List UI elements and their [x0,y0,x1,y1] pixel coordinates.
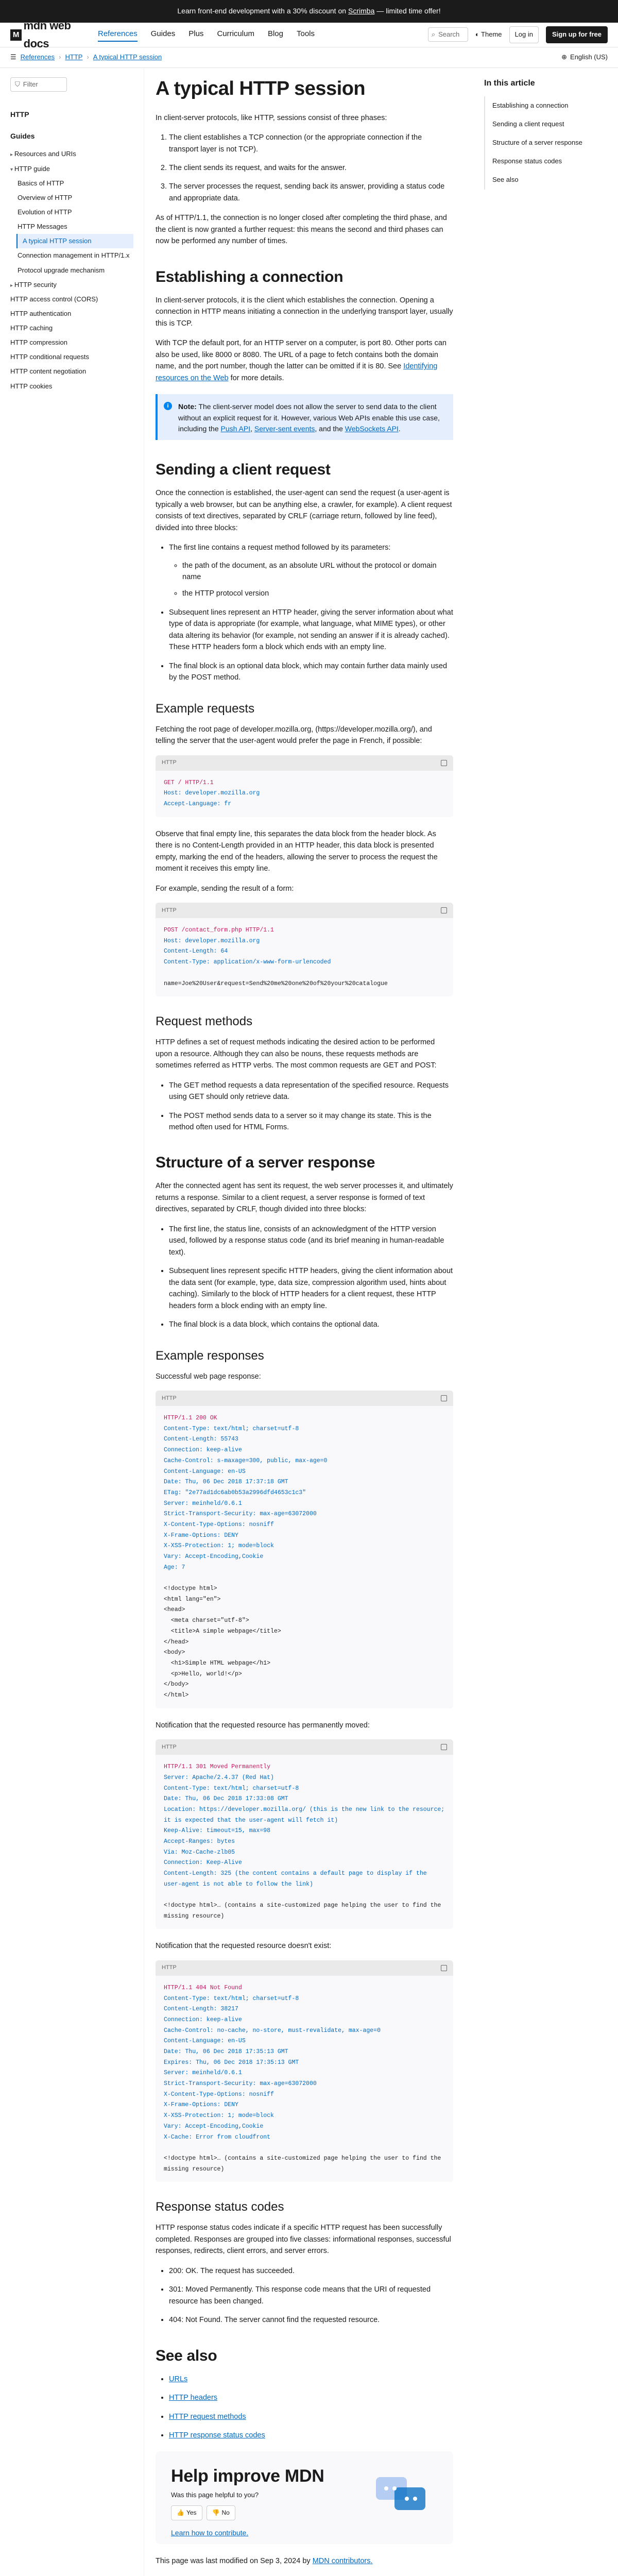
code-line: HTTP/1.1 301 Moved Permanently [164,1764,271,1771]
sidebar-item[interactable]: Evolution of HTTP [18,208,72,216]
sidebar-filter-input[interactable]: ⛉ Filter [10,77,67,92]
code-line: Content-Type: text/html; charset=utf-8 [164,1425,299,1432]
see-also-list [169,2374,453,2442]
copy-icon[interactable] [441,760,447,766]
code-content [156,1755,453,1929]
methods-list [169,1080,453,1133]
list-item [169,2392,453,2403]
sidebar-item[interactable]: HTTP content negotiation [10,367,87,376]
code-line: X-XSS-Protection: 1; mode=block [164,2112,274,2120]
code-line: HTTP/1.1 200 OK [164,1415,217,1422]
sidebar-item[interactable]: Connection management in HTTP/1.x [18,251,130,260]
code-line: Content-Language: en-US [164,1468,246,1475]
code-line: POST /contact_form.php HTTP/1.1 [164,927,274,934]
paragraph: Successful web page response: [156,1372,261,1381]
article [144,68,453,2576]
list-item [169,2430,453,2441]
code-content [156,771,453,817]
code-line: Connection: Keep-Alive [164,1859,242,1867]
code-line [164,1890,445,1901]
sidebar-item[interactable]: HTTP Messages [18,223,67,231]
list-item: ◦ the path of the document, as an absolute URL without the protocol or domain name [182,560,453,583]
sidebar-section: Guides [10,131,35,140]
list-item: • 200: OK. The request has succeeded. [169,2265,453,2277]
feedback-question: Was this page helpful to you? [171,2491,259,2499]
code-line: <!doctype html>… (contains a site-customized page helping the user to find the missing resource) [164,1902,445,1920]
globe-icon: ⊕ [561,53,568,61]
code-line: Content-Type: text/html; charset=utf-8 [164,1995,299,2002]
code-header [156,1960,453,1976]
last-modified: This page was last modified on Sep 3, 2024 by MDN contributors. [156,2557,373,2566]
code-language-label: HTTP [162,1395,177,1401]
code-line: Content-Length: 64 [164,948,228,955]
thumbs-down-icon: 👎 [212,2509,220,2517]
top-navigation [0,19,618,50]
list-item: ◦ the HTTP protocol version [182,588,453,599]
language-switcher[interactable]: ⊕ English (US) [561,52,608,62]
code-content [156,1976,453,2182]
code-line: Content-Length: 325 (the content contains a default page to display if the user-agent is not able to follow the link) [164,1870,431,1888]
menu-item-tools[interactable]: Tools [296,29,315,38]
code-line: Content-Type: text/html; charset=utf-8 [164,1785,299,1792]
code-line: <html lang="en"> [164,1596,221,1603]
list-item: • 301: Moved Permanently. This response code means that the URI of requested resource has been changed. [169,2284,453,2307]
menu-item-plus[interactable]: Plus [188,29,204,38]
code-line: </head> [164,1638,189,1646]
code-line: Keep-Alive: timeout=15, max=98 [164,1827,271,1835]
paragraph: Notification that the requested resource doesn't exist: [156,1942,332,1951]
code-line: Server: meinheld/0.6.1 [164,2070,242,2077]
code-line: Date: Thu, 06 Dec 2018 17:35:13 GMT [164,2048,288,2056]
url-reference-link[interactable]: Identifying resources on the Web [156,362,438,382]
search-icon: ⌕ [431,30,436,39]
breadcrumb: ☰ References › HTTP › A typical HTTP session [10,52,162,62]
list-item: • Subsequent lines represent specific HTTP headers, giving the client information about the data sent (for example, type, data size, compression algorithm used, hints about caching). Similarly to the block of HTTP headers for a client request, these HTTP headers form a block ending with an empty line. [169,1265,453,1312]
breadcrumb-menu-icon[interactable]: ☰ [10,53,16,61]
see-also-link[interactable]: HTTP response status codes [169,2431,265,2439]
code-line: Date: Thu, 06 Dec 2018 17:33:08 GMT [164,1795,288,1803]
menu-item-blog[interactable]: Blog [267,29,283,38]
paragraph: In client-server protocols, it is the client which establishes the connection. Opening a connection in HTTP means initiating a connection in the underlying transport layer, usually this is TCP. [156,296,453,328]
section-heading: Sending a client request [156,461,331,479]
code-line: HTTP/1.1 404 Not Found [164,1984,242,1991]
code-line: GET / HTTP/1.1 [164,779,214,786]
code-line: Connection: keep-alive [164,2016,242,2023]
sidebar-title: HTTP [10,110,29,118]
code-line: Age: 7 [164,1564,185,1571]
list-item [169,2411,453,2422]
section-heading: See also [156,2347,217,2364]
section-heading: Structure of a server response [156,1154,375,1172]
code-language-label: HTTP [162,1964,177,1971]
copy-icon[interactable] [441,1395,447,1401]
sidebar-item[interactable]: HTTP caching [10,324,53,332]
sidebar-item[interactable]: Basics of HTTP [18,179,64,187]
sidebar-item[interactable]: A typical HTTP session [16,234,133,248]
breadcrumb-item[interactable]: A typical HTTP session [93,53,162,61]
code-header [156,903,453,918]
code-content [156,918,453,996]
code-line: Accept-Language: fr [164,801,232,808]
feedback-illustration [371,2467,433,2523]
code-block [156,1960,453,2182]
toc-item[interactable]: Structure of a server response [484,133,608,152]
code-line: Vary: Accept-Encoding,Cookie [164,1553,264,1561]
menu-item-references[interactable]: References [98,28,138,42]
main-menu [98,28,315,42]
menu-item-curriculum[interactable]: Curriculum [217,29,254,38]
page-title: A typical HTTP session [156,78,366,99]
login-button[interactable]: Log in [509,26,539,43]
banner-link[interactable]: Scrimba [348,7,375,15]
sidebar-item[interactable]: HTTP cookies [10,382,53,390]
code-header [156,1739,453,1755]
thumbs-up-icon: 👍 [177,2509,184,2517]
paragraph: HTTP defines a set of request methods indicating the desired action to be performed upon a resource. Although they can also be nouns, these requests methods are sometimes referred as HTTP verbs. The most common requests are GET and POST: [156,1038,437,1070]
paragraph: Observe that final empty line, this separates the data block from the header block. As there is no Content-Length provided in an HTTP header, this data block is presented empty, marking the end of the headers, allowing the server to process the request the moment it receives this empty line. [156,829,438,873]
code-line: Server: Apache/2.4.37 (Red Hat) [164,1774,274,1781]
code-line: <!doctype html>… (contains a site-customized page helping the user to find the missing resource) [164,2155,445,2173]
contributors-link[interactable]: MDN contributors. [312,2557,373,2566]
sidebar-item[interactable]: ▾ HTTP guide [10,162,133,176]
code-line: Vary: Accept-Encoding,Cookie [164,2123,264,2130]
paragraph: In client-server protocols, like HTTP, sessions consist of three phases: [156,113,387,122]
code-line: Accept-Ranges: bytes [164,1838,235,1845]
phases-list [169,132,453,204]
toc-item[interactable]: Establishing a connection [484,96,608,115]
code-header [156,755,453,771]
code-line: name=Joe%20User&request=Send%20me%20one%20of%20your%20catalogue [164,980,388,987]
code-line: Server: meinheld/0.6.1 [164,1500,242,1507]
signup-button[interactable]: Sign up for free [546,26,608,43]
code-line: <p>Hello, world!</p> [164,1670,242,1677]
list-item: • The first line contains a request method followed by its parameters: ◦ the path of the document, as an absolute URL without the protocol or domain name ◦ the HTTP protocol version [169,542,453,600]
paragraph: As of HTTP/1.1, the connection is no longer closed after completing the third phase, and the client is now granted a further request: this means the second and third phases can now be performed any number of times. [156,214,447,246]
code-line: ETag: "2e77ad1dc6ab0b53a2996dfd4653c1c3" [164,1489,306,1496]
code-line: <h1>Simple HTML webpage</h1> [164,1659,271,1667]
code-line [164,1573,445,1584]
copy-icon[interactable] [441,1965,447,1971]
code-header [156,1391,453,1406]
breadcrumb-item[interactable]: HTTP [65,53,83,61]
feedback-panel [156,2451,453,2544]
code-line: Host: developer.mozilla.org [164,790,260,797]
see-also-link[interactable]: HTTP request methods [169,2412,246,2421]
see-also-link[interactable]: HTTP headers [169,2394,218,2402]
list-item: 3. The server processes the request, sending back its answer, providing a status code and appropriate data. [169,181,453,204]
banner-text: Learn front-end development with a 30% discount on [177,7,347,15]
note-callout: i Note: The client-server model does not allow the server to send data to the client without an explicit request for it. However, various Web APIs enable this use case, including the Push API, Server-sent events, and the WebSockets API. [156,394,453,440]
sidebar [0,68,144,2576]
response-blocks-list [169,1224,453,1331]
code-block [156,1391,453,1708]
list-item: 1. The client establishes a TCP connection (or the appropriate connection if the transport layer is not TCP). [169,132,453,155]
banner-suffix: — limited time offer! [376,7,441,15]
copy-icon[interactable] [441,907,447,913]
toc-item[interactable]: Sending a client request [484,115,608,133]
code-line: Content-Language: en-US [164,2038,246,2045]
contribute-link[interactable]: Learn how to contribute. [171,2528,249,2537]
toc-item[interactable]: Response status codes [484,152,608,171]
code-line: <!doctype html> [164,1585,217,1592]
list-item: • The first line, the status line, consists of an acknowledgment of the HTTP version used, followed by a response status code (and its brief meaning in human-readable text). [169,1224,453,1258]
sidebar-item[interactable]: ▸ HTTP security [10,278,133,292]
websockets-link[interactable]: WebSockets API [345,425,399,433]
menu-item-guides[interactable]: Guides [150,29,176,38]
code-line: Strict-Transport-Security: max-age=63072000 [164,2080,317,2088]
toc-item[interactable]: See also [484,171,608,189]
sidebar-item[interactable]: HTTP access control (CORS) [10,295,98,303]
subsection-heading: Example responses [156,1348,264,1363]
code-line: Via: Moz-Cache-zlb05 [164,1849,235,1856]
logo-text: mdn web docs [23,19,71,50]
code-block [156,1739,453,1929]
code-line: <body> [164,1649,185,1656]
list-item: 2. The client sends its request, and waits for the answer. [169,162,453,174]
code-line: X-Cache: Error from cloudfront [164,2133,271,2141]
code-line: Content-Length: 38217 [164,2006,238,2013]
sidebar-item[interactable]: HTTP compression [10,338,68,347]
code-line: </body> [164,1681,189,1688]
code-block [156,903,453,996]
table-of-contents [484,77,608,190]
paragraph: Notification that the requested resource has permanently moved: [156,1721,370,1730]
list-item: • The POST method sends data to a server so it may change its state. This is the method often used for HTML Forms. [169,1110,453,1133]
code-line: X-XSS-Protection: 1; mode=block [164,1543,274,1550]
request-blocks-list [169,542,453,684]
filter-icon: ⛉ [15,80,20,88]
sse-link[interactable]: Server-sent events [254,425,315,433]
breadcrumb-item[interactable]: References [20,53,55,61]
paragraph: Once the connection is established, the user-agent can send the request (a user-agent is typically a web browser, but can be anything else, a crawler, for example). A client request consists of text directives, separated by CRLF (carriage return, followed by line feed), divided into three blocks: [156,489,452,532]
code-line: </html> [164,1691,189,1699]
list-item: • The final block is an optional data block, which may contain further data mainly used by the POST method. [169,660,453,684]
code-line: <meta charset="utf-8"> [164,1617,249,1624]
feedback-no-button[interactable]: 👎 No [207,2505,235,2520]
code-line: Cache-Control: no-cache, no-store, must-revalidate, max-age=0 [164,2027,381,2034]
feedback-title: Help improve MDN [171,2466,324,2486]
section-heading: Establishing a connection [156,268,344,285]
code-line: Host: developer.mozilla.org [164,937,260,944]
paragraph: Fetching the root page of developer.mozilla.org, (https://developer.mozilla.org/), and telling the server that the user-agent would prefer the page in French, if possible: [156,725,432,745]
list-item: • Subsequent lines represent an HTTP header, giving the server information about what type of data is appropriate (for example, what language, what MIME types), or other data altering its behavior (for example, not sending an answer if it is already cached). These HTTP headers form a block which ends with an empty line. [169,607,453,653]
code-line: <head> [164,1606,185,1614]
paragraph: With TCP the default port, for an HTTP server on a computer, is port 80. Other ports can also be used, like 8000 or 8080. The URL of a page to fetch contains both the domain name, and the port number, though the latter can be omitted if it is 80. See Identifying resources on the Web for more details. [156,339,447,382]
code-content [156,1406,453,1708]
sidebar-item[interactable]: ▸ Resources and URIs [10,147,133,161]
subsection-heading: Response status codes [156,2200,284,2214]
sidebar-item[interactable]: HTTP authentication [10,309,72,317]
code-line: Location: https://developer.mozilla.org/ (this is the new link to the resource; it is expected that the user-agent will fetch it) [164,1806,449,1824]
paragraph: After the connected agent has sent its request, the web server processes it, and ultimately returns a response. Similar to a client request, a server response is formed of text directives, separated by CRLF, though divided into three blocks: [156,1182,453,1214]
theme-button[interactable]: ◐ Theme [475,30,502,39]
see-also-link[interactable]: URLs [169,2375,188,2383]
mdn-logo-icon: M [10,29,22,41]
mdn-logo[interactable] [10,17,98,52]
code-line: X-Frame-Options: DENY [164,1532,238,1539]
info-icon: i [164,402,172,410]
toc-title: In this article [484,79,535,88]
code-line: X-Content-Type-Options: nosniff [164,1521,274,1528]
search-input[interactable]: ⌕ Search [428,27,468,42]
list-item: • The final block is a data block, which contains the optional data. [169,1319,453,1330]
copy-icon[interactable] [441,1744,447,1750]
paragraph: For example, sending the result of a form: [156,884,294,893]
code-block [156,755,453,817]
code-line: Cache-Control: s-maxage=300, public, max-age=0 [164,1457,328,1464]
code-language-label: HTTP [162,907,177,913]
status-list [169,2265,453,2326]
list-item: • 404: Not Found. The server cannot find the requested resource. [169,2314,453,2326]
code-line: <title>A simple webpage</title> [164,1628,281,1635]
feedback-yes-button[interactable]: 👍 Yes [171,2505,202,2520]
code-line: Date: Thu, 06 Dec 2018 17:37:18 GMT [164,1479,288,1486]
code-line: Strict-Transport-Security: max-age=63072000 [164,1511,317,1518]
list-item [169,2374,453,2385]
sidebar-item[interactable]: Protocol upgrade mechanism [18,266,105,274]
paragraph: HTTP response status codes indicate if a specific HTTP request has been successfully completed. Responses are grouped into five classes: informational responses, successful responses, redirects, client errors, and server errors. [156,2224,451,2256]
sidebar-item[interactable]: HTTP conditional requests [10,353,89,361]
code-line [164,968,445,979]
subsection-heading: Request methods [156,1014,253,1029]
subsection-heading: Example requests [156,701,255,716]
code-line: Content-Length: 55743 [164,1436,238,1443]
code-language-label: HTTP [162,759,177,766]
push-api-link[interactable]: Push API [220,425,251,433]
code-line: X-Content-Type-Options: nosniff [164,2091,274,2098]
code-line: Connection: keep-alive [164,1447,242,1454]
code-line [164,2143,445,2154]
code-language-label: HTTP [162,1743,177,1750]
list-item: • The GET method requests a data representation of the specified resource. Requests using GET should only retrieve data. [169,1080,453,1103]
sidebar-item[interactable]: Overview of HTTP [18,193,73,201]
code-line: Expires: Thu, 06 Dec 2018 17:35:13 GMT [164,2059,299,2066]
code-line: X-Frame-Options: DENY [164,2102,238,2109]
code-line: Content-Type: application/x-www-form-urlencoded [164,959,331,966]
